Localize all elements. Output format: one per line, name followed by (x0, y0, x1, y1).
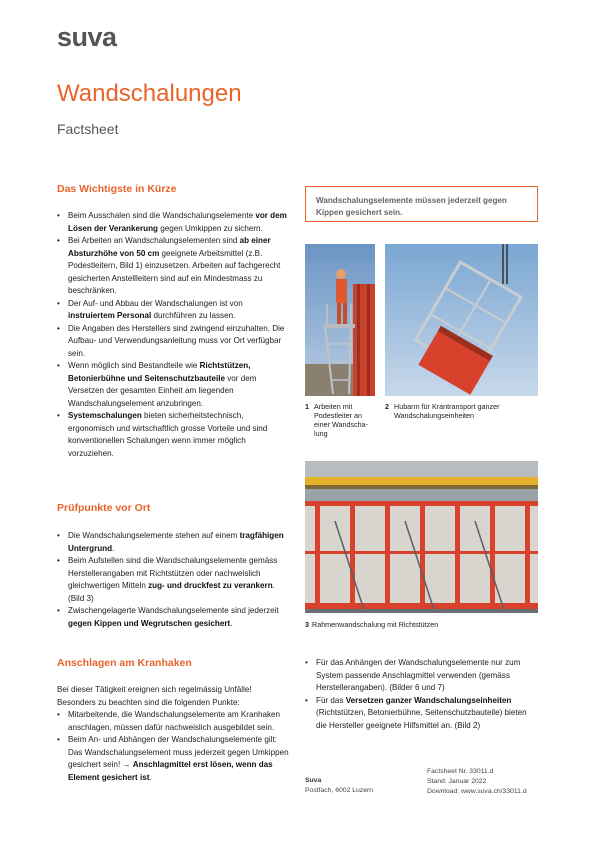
photo-lifting-arm (385, 244, 538, 396)
list-item: • Systemschalungen bieten sicherheitstechnisch, ergonomisch und wirtschaftlich grosse Vorteile und sind konventionellen Schalungen wenn immer möglich vorzuziehen. (57, 410, 290, 460)
footer-download-link[interactable]: Download: www.suva.ch/33011.d (427, 788, 527, 795)
list-item: • Beim Aufstellen sind die Wandschalungselemente gemäss Herstellerangaben mit Richtstützen oder nachweislich gleichwertigen Mitteln zug- und druckfest zu verankern. (Bild 3) (57, 555, 290, 605)
section-heading-crane: Anschlagen am Kranhaken (57, 657, 192, 669)
figure-caption-1: 1 Arbeiten mit Podestleiter an einer Wandscha-lung (305, 402, 369, 438)
checkpoints-list (57, 530, 290, 630)
list-item: • Für das Anhängen der Wandschalungselemente nur zum System passende Anschlagmittel verwenden (gemäss Herstellerangaben). (Bilder 6 und 7) (305, 657, 538, 695)
list-item: • Wenn möglich sind Bestandteile wie Richtstützen, Betonierbühne und Seitenschutzbauteile vor dem Versetzen der gesamten Einheit am liegenden Wandschalungselement anzubringen. (57, 360, 290, 410)
suva-logo: suva (57, 22, 117, 52)
crane-list-continued (305, 657, 538, 732)
key-message-callout: Wandschalungselemente müssen jederzeit gegen Kippen gesichert sein. (305, 186, 538, 222)
page-title: Wandschalungen (57, 80, 242, 107)
footer-org: Suva (305, 777, 322, 784)
photo-frame-formwork (305, 461, 538, 613)
figure-caption-3: 3 Rahmenwandschalung mit Richtstützen (305, 620, 439, 629)
summary-list (57, 210, 290, 460)
photo-podium-ladder (305, 244, 375, 396)
photo-lifting-arm-image (385, 244, 538, 396)
page-subtitle: Factsheet (57, 121, 119, 137)
footer-factsheet-nr: Factsheet Nr. 33011.d (427, 768, 494, 775)
photo-podium-ladder-image (305, 244, 375, 396)
footer-address: Postfach, 6002 Luzern (305, 787, 374, 794)
list-item: • Beim Ausschalen sind die Wandschalungselemente vor dem Lösen der Verankerung gegen Umkippen zu sichern. (57, 210, 290, 235)
list-item: • Für das Versetzen ganzer Wandschalungseinheiten (Richtstützen, Betonierbühne, Seitenschutzbauteile) bieten die Hersteller geeignete Hilfsmittel an. (Bild 2) (305, 695, 538, 733)
figure-caption-2: 2 Hubarm für Krantransport ganzer Wandschalungseinheiten (385, 402, 500, 420)
crane-list (57, 709, 290, 784)
photo-frame-formwork-image (305, 461, 538, 613)
list-item: • Beim An- und Abhängen der Wandschalungselemente gilt: Das Wandschalungselement muss jederzeit gegen Umkippen gesichert sein! → Anschlagmittel erst lösen, wenn das Element gesichert ist. (57, 734, 290, 784)
list-item: • Bei Arbeiten an Wandschalungselementen sind ab einer Absturzhöhe von 50 cm geeignete Arbeitsmittel (z.B. Podestleitern, Bild 1) einzusetzen. Arbeiten auf fachgerecht gesicherten Anstellleitern sind auf ein Mindestmass zu beschränken. (57, 235, 290, 298)
section-heading-summary: Das Wichtigste in Kürze (57, 183, 177, 195)
list-item: • Die Wandschalungselemente stehen auf einem tragfähigen Untergrund. (57, 530, 290, 555)
crane-intro: Bei dieser Tätigkeit ereignen sich regelmässig Unfälle! Besonders zu beachten sind die folgenden Punkte: (57, 685, 252, 707)
footer-stand: Stand: Januar 2022 (427, 778, 487, 785)
list-item: • Zwischengelagerte Wandschalungselemente sind jederzeit gegen Kippen und Wegrutschen gesichert. (57, 605, 290, 630)
list-item: • Mitarbeitende, die Wandschalungselemente am Kranhaken anschlagen, müssen dafür nachweislich ausgebildet sein. (57, 709, 290, 734)
section-heading-checkpoints: Prüfpunkte vor Ort (57, 502, 151, 514)
list-item: • Der Auf- und Abbau der Wandschalungen ist von instruiertem Personal durchführen zu lassen. (57, 298, 290, 323)
list-item: • Die Angaben des Herstellers sind zwingend einzuhalten. Die Aufbau- und Verwendungsanleitung muss vor Ort verfügbar sein. (57, 323, 290, 361)
